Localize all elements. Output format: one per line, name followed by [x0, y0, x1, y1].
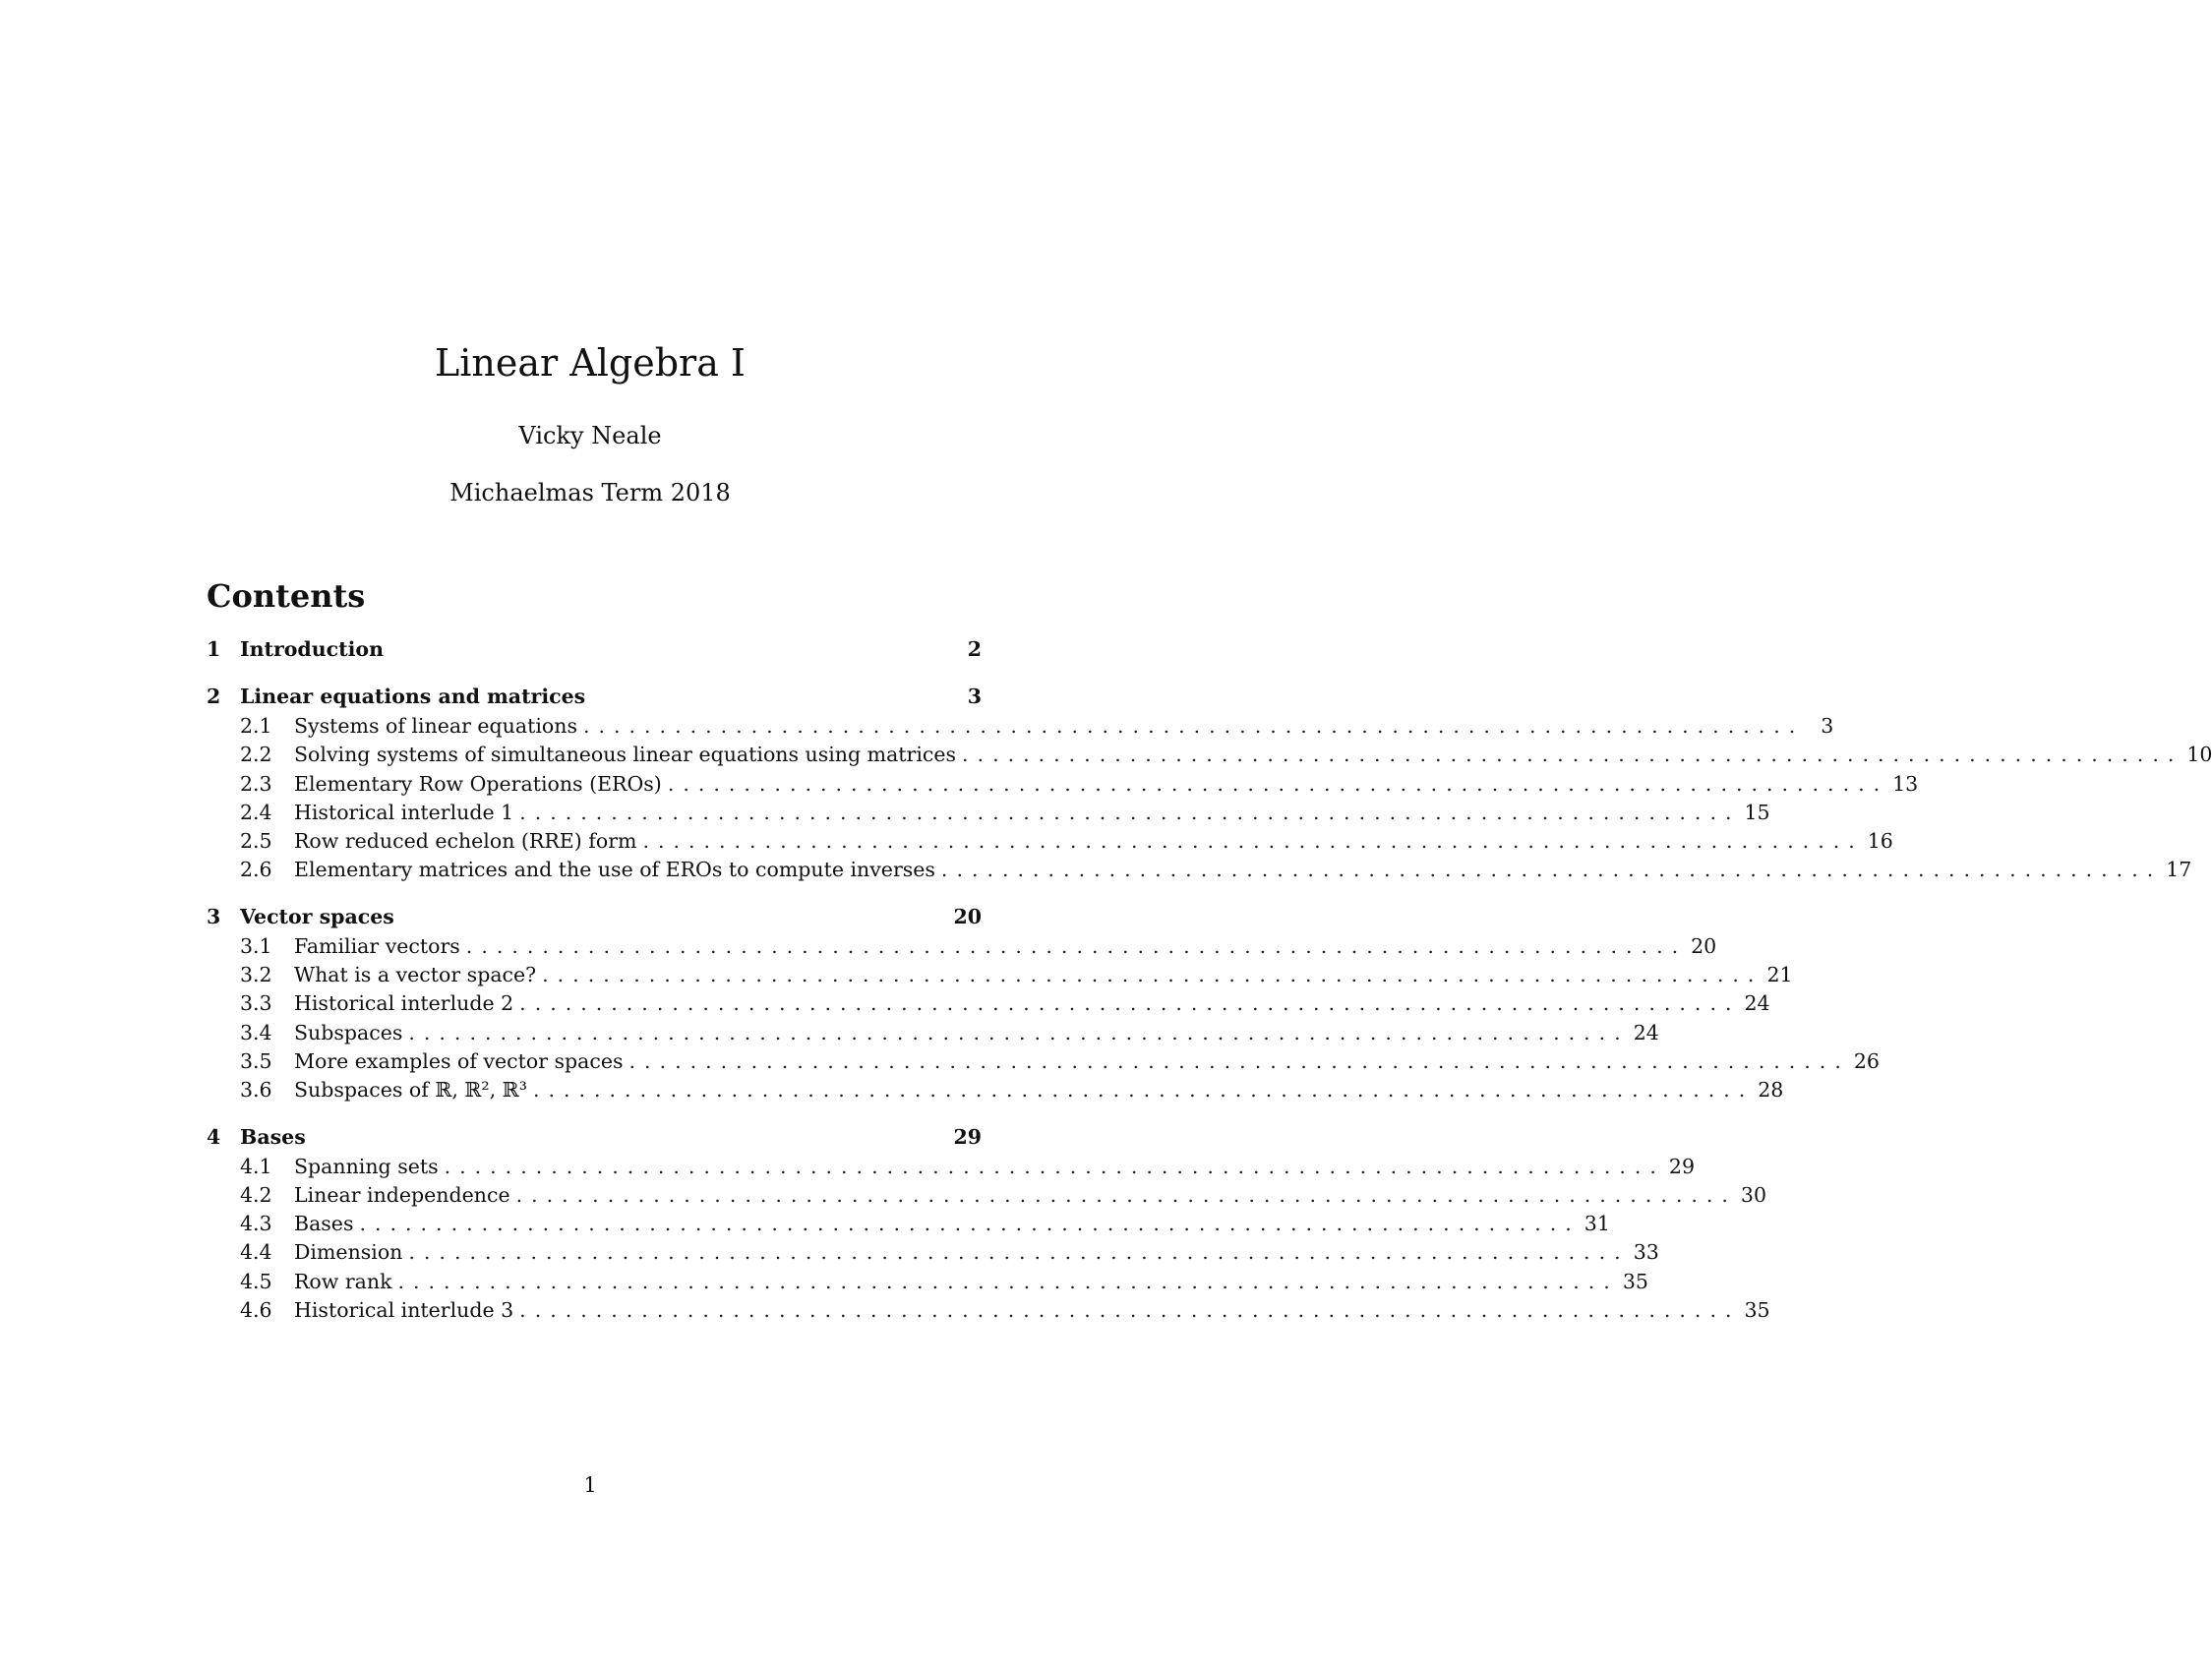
toc-subsection-page: 26	[1853, 1048, 1880, 1073]
toc-section-page: 3	[967, 685, 982, 708]
toc-subsection-number: 4.6	[240, 1298, 272, 1323]
page-number: 1	[583, 1473, 597, 1497]
toc-section-entry[interactable]	[207, 1125, 982, 1155]
toc-subsection-page: 33	[1633, 1240, 1659, 1265]
toc-subsection-title: Solving systems of simultaneous linear equations using matrices	[294, 743, 957, 767]
document-author: Vicky Neale	[518, 422, 662, 449]
toc-section	[207, 904, 1880, 1107]
toc-subsection-entry[interactable]	[207, 771, 1919, 801]
toc-subsection-page: 16	[1867, 829, 1893, 854]
toc-subsection-number: 2.5	[240, 829, 272, 854]
toc-dot-leader: ................................................................................	[519, 800, 1741, 824]
toc-dot-leader: ................................................................................	[642, 829, 1864, 854]
toc-subsection-number: 4.4	[240, 1240, 272, 1265]
toc-dot-leader: ................................................................................	[532, 1078, 1755, 1103]
toc-section-title: Linear equations and matrices	[240, 685, 586, 708]
toc-section	[207, 685, 2212, 887]
toc-subsection-title: Spanning sets	[294, 1154, 439, 1178]
toc-subsection-entry[interactable]	[207, 1212, 1610, 1240]
toc-section-title: Introduction	[240, 637, 384, 661]
toc-subsection-page: 29	[1668, 1154, 1696, 1178]
toc-section	[207, 1124, 1770, 1328]
toc-subsection-page: 10	[2186, 743, 2212, 767]
toc-section-entry[interactable]	[207, 905, 982, 934]
toc-dot-leader: ................................................................................	[465, 933, 1688, 958]
toc-subsection-page: 35	[1744, 1298, 1770, 1323]
toc-subsection-title: Linear independence	[294, 1182, 510, 1207]
toc-subsection-title: Familiar vectors	[294, 933, 460, 958]
toc-subsection-number: 4.2	[240, 1182, 272, 1207]
toc-subsection-page: 28	[1758, 1078, 1784, 1103]
toc-subsection-number: 3.1	[240, 933, 272, 958]
toc-subsection-page: 20	[1691, 933, 1717, 958]
toc-subsection-title: Historical interlude 3	[294, 1298, 514, 1323]
toc-subsection-page: 35	[1622, 1269, 1648, 1293]
toc-subsection-entry[interactable]	[207, 1182, 1766, 1212]
toc-subsection-title: Elementary matrices and the use of EROs to compute inverses	[294, 858, 935, 882]
toc-subsection-title: Bases	[294, 1212, 354, 1236]
toc-dot-leader: ................................................................................	[962, 743, 2183, 767]
toc-dot-leader: ................................................................................	[628, 1048, 1850, 1073]
toc-subsection-page: 24	[1633, 1020, 1659, 1044]
toc-subsection-title: Subspaces of ℝ, ℝ², ℝ³	[294, 1078, 527, 1103]
toc-subsection-title: Row reduced echelon (RRE) form	[294, 829, 637, 854]
toc-section-number: 4	[207, 1124, 221, 1149]
toc-dot-leader: ................................................................................	[519, 1298, 1741, 1323]
toc-subsection-page: 31	[1584, 1212, 1610, 1236]
toc-section-number: 3	[207, 904, 221, 928]
toc-subsection-title: Subspaces	[294, 1020, 403, 1044]
document-date: Michaelmas Term 2018	[449, 479, 731, 507]
toc-subsection-page: 30	[1740, 1182, 1766, 1207]
toc-subsection-entry[interactable]	[207, 829, 1893, 858]
toc-subsection-number: 2.1	[240, 714, 272, 738]
toc-subsection-number: 2.3	[240, 771, 272, 796]
toc-subsection-title: More examples of vector spaces	[294, 1048, 624, 1073]
toc-subsection-number: 3.5	[240, 1048, 272, 1073]
toc-subsection-page: 24	[1744, 991, 1770, 1016]
toc-subsection-title: Elementary Row Operations (EROs)	[294, 771, 662, 796]
toc-subsection-page: 3	[1821, 714, 1834, 738]
toc-subsection-number: 2.6	[240, 858, 272, 882]
toc-subsection-number: 4.3	[240, 1212, 272, 1236]
toc-section-entry[interactable]	[207, 637, 982, 667]
toc-subsection-entry[interactable]	[207, 743, 2212, 771]
toc-subsection-entry[interactable]	[207, 714, 1834, 743]
toc-subsection-entry[interactable]	[207, 1240, 1659, 1269]
contents-heading: Contents	[207, 577, 366, 615]
document-title: Linear Algebra I	[435, 341, 746, 385]
toc-subsection-number: 4.1	[240, 1154, 272, 1178]
toc-subsection-title: Historical interlude 2	[294, 991, 514, 1016]
toc-subsection-entry[interactable]	[207, 1298, 1770, 1327]
toc-subsection-entry[interactable]	[207, 963, 1793, 991]
toc-dot-leader: ................................................................................	[582, 714, 1805, 738]
toc-subsection-entry[interactable]	[207, 1154, 1696, 1183]
toc-subsection-number: 2.2	[240, 743, 272, 767]
toc-subsection-number: 3.2	[240, 963, 272, 987]
toc-section-number: 2	[207, 685, 221, 708]
toc-subsection-title: Dimension	[294, 1240, 403, 1265]
toc-subsection-page: 15	[1744, 800, 1770, 824]
toc-dot-leader: ................................................................................	[940, 858, 2163, 882]
toc-subsection-number: 2.4	[240, 800, 272, 824]
toc-section-number: 1	[207, 637, 221, 661]
toc-section-title: Bases	[240, 1124, 306, 1149]
toc-section-entry[interactable]	[207, 685, 982, 714]
toc-subsection-title: Systems of linear equations	[294, 714, 577, 738]
toc-subsection-entry[interactable]	[207, 991, 1770, 1020]
toc-subsection-entry[interactable]	[207, 933, 1717, 963]
toc-dot-leader: ................................................................................	[408, 1240, 1630, 1265]
toc-subsection-number: 3.3	[240, 991, 272, 1016]
toc-subsection-number: 3.4	[240, 1020, 272, 1044]
toc-subsection-entry[interactable]	[207, 1020, 1659, 1049]
toc-subsection-page: 13	[1892, 771, 1919, 796]
toc-subsection-entry[interactable]	[207, 1078, 1784, 1106]
toc-subsection-entry[interactable]	[207, 1048, 1880, 1078]
toc-section	[207, 637, 982, 667]
toc-section-page: 2	[967, 637, 982, 661]
toc-subsection-title: Row rank	[294, 1269, 392, 1293]
toc-subsection-page: 17	[2166, 858, 2192, 882]
toc-subsection-number: 4.5	[240, 1269, 272, 1293]
toc-section-page: 20	[953, 904, 982, 928]
toc-dot-leader: ................................................................................	[667, 771, 1889, 796]
toc-subsection-entry[interactable]	[207, 858, 2192, 886]
toc-dot-leader: ................................................................................	[542, 963, 1764, 987]
toc-section-title: Vector spaces	[240, 904, 394, 928]
table-of-contents	[207, 637, 2212, 1344]
toc-dot-leader: ................................................................................	[519, 991, 1741, 1016]
toc-dot-leader: ................................................................................	[359, 1212, 1581, 1236]
toc-subsection-page: 21	[1766, 963, 1793, 987]
toc-dot-leader: ................................................................................	[515, 1182, 1737, 1207]
toc-subsection-title: Historical interlude 1	[294, 800, 514, 824]
toc-subsection-entry[interactable]	[207, 1269, 1648, 1298]
toc-dot-leader: ................................................................................	[397, 1269, 1619, 1293]
toc-dot-leader: ................................................................................	[444, 1154, 1665, 1178]
toc-subsection-number: 3.6	[240, 1078, 272, 1103]
toc-dot-leader: ................................................................................	[408, 1020, 1630, 1044]
toc-subsection-entry[interactable]	[207, 800, 1770, 829]
toc-subsection-title: What is a vector space?	[294, 963, 537, 987]
toc-section-page: 29	[953, 1124, 982, 1149]
